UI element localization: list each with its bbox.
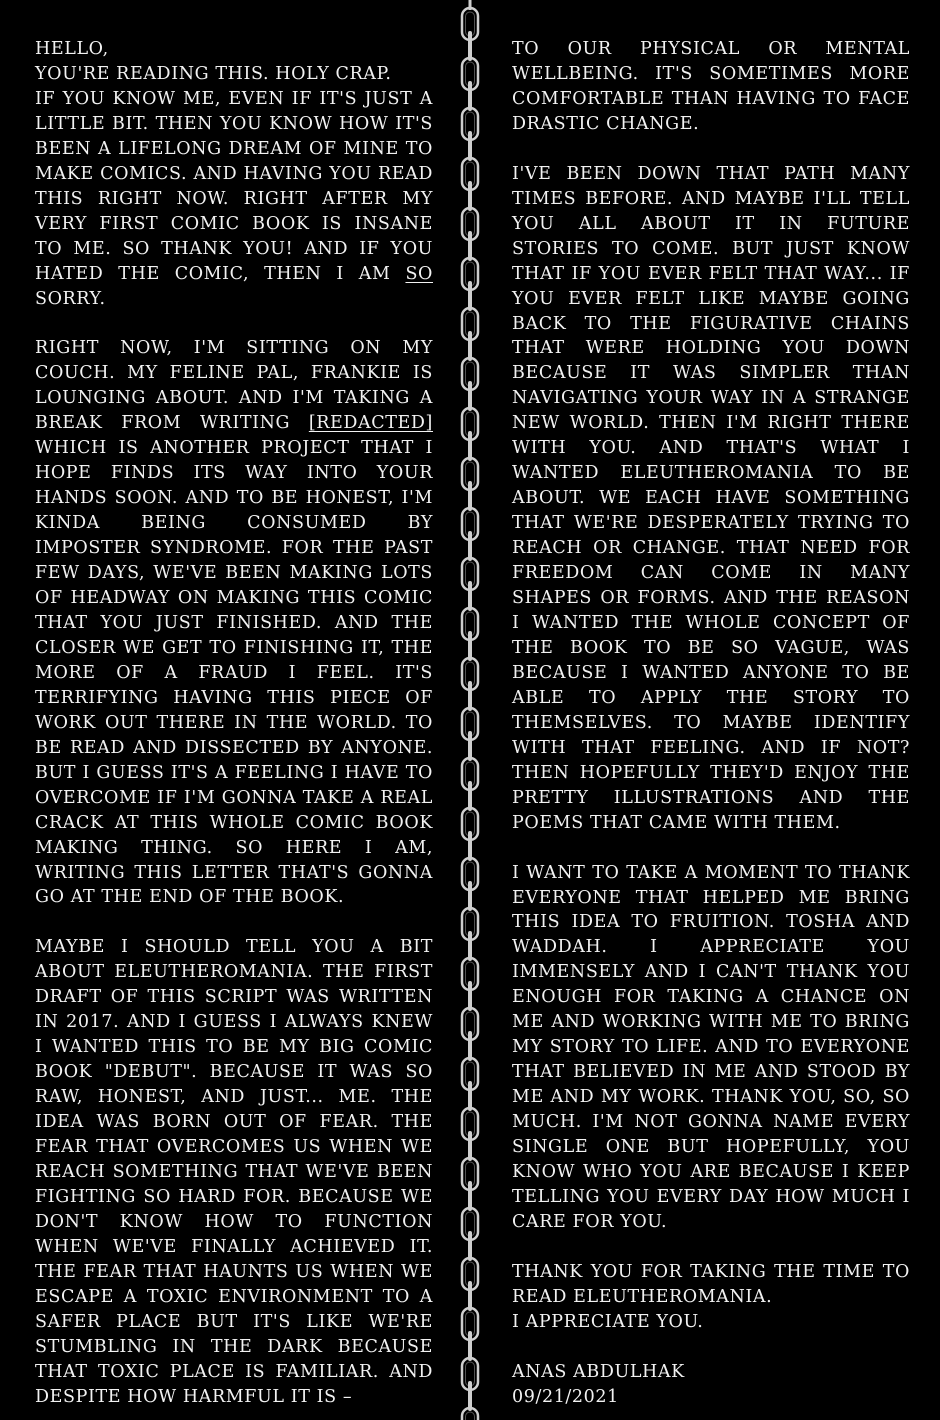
chain-link-side xyxy=(468,1231,472,1261)
paragraph-thanks: I WANT TO TAKE A MOMENT TO THANK EVERYONE THAT HELPED ME BRING THIS IDEA TO FRUITION. TOSHA AND WADDAH. I APPRECIATE YOU IMMENSELY AND I CAN'T THANK YOU ENOUGH FOR TAKING A CHANCE ON ME AND WORKING WITH ME TO BRING MY STORY TO LIFE. AND TO EVERYONE THAT BELIEVED IN ME AND STOOD BY ME AND MY WORK. THANK YOU, SO, SO MUCH. I'M NOT GONNA NAME EVERY SINGLE ONE BUT HOPEFULLY, YOU KNOW WHO YOU ARE BECAUSE I KEEP TELLING YOU EVERY DAY HOW MUCH I CARE FOR YOU. xyxy=(512,862,910,1232)
signature: ANAS ABDULHAK xyxy=(512,1361,685,1382)
chain-link-side xyxy=(468,1281,472,1311)
chain-link-inner xyxy=(466,1412,475,1420)
chain-link-side xyxy=(468,81,472,111)
chain-link-side xyxy=(468,481,472,511)
closing-appreciate: I APPRECIATE YOU. xyxy=(512,1311,704,1332)
chain-link-side xyxy=(468,581,472,611)
chain-link-side xyxy=(468,1331,472,1361)
chain-link-side xyxy=(468,131,472,161)
chain-link-side xyxy=(468,531,472,561)
redacted-project: [REDACTED] xyxy=(308,413,433,434)
paragraph-dream-text: IF YOU KNOW ME, EVEN IF IT'S JUST A LITTLE BIT. THEN YOU KNOW HOW IT'S BEEN A LIFELONG DREAM OF MINE TO MAKE COMICS. AND HAVING YOU READ THIS RIGHT NOW. RIGHT AFTER MY VERY FIRST COMIC BOOK IS INSANE TO ME. SO THANK YOU! AND IF YOU HATED THE COMIC, THEN I AM xyxy=(35,88,433,284)
date: 09/21/2021 xyxy=(512,1386,619,1407)
chain-link-side xyxy=(468,431,472,461)
chain-link-side xyxy=(468,831,472,861)
chain-link-side xyxy=(468,1081,472,1111)
chain-link-side xyxy=(468,1031,472,1061)
emphasis-so: SO xyxy=(405,263,433,284)
chain-link-side xyxy=(468,231,472,261)
chain-link-side xyxy=(468,281,472,311)
greeting: HELLO, xyxy=(35,39,109,59)
chain-link-side xyxy=(468,931,472,961)
chain-link-side xyxy=(468,781,472,811)
chain-link-side xyxy=(468,31,472,61)
chain-link-side xyxy=(468,181,472,211)
paragraph-path: I'VE BEEN DOWN THAT PATH MANY TIMES BEFORE. AND MAYBE I'LL TELL YOU ALL ABOUT IT IN FUTURE STORIES TO COME. BUT JUST KNOW THAT IF YOU EVER FELT THAT WAY... IF YOU EVER FELT LIKE MAYBE GOING BACK TO THE FIGURATIVE CHAINS THAT WERE HOLDING YOU DOWN BECAUSE IT WAS SIMPLER THAN NAVIGATING YOUR WAY IN A STRANGE NEW WORLD. THEN I'M RIGHT THERE WITH YOU. AND THAT'S WHAT I WANTED ELEUTHEROMANIA TO BE ABOUT. WE EACH HAVE SOMETHING THAT WE'RE DESPERATELY TRYING TO REACH OR CHANGE. THAT NEED FOR FREEDOM CAN COME IN MANY SHAPES OR FORMS. AND THE REASON I WANTED THE WHOLE CONCEPT OF THE BOOK TO BE SO VAGUE, WAS BECAUSE I WANTED ANYONE TO BE ABLE TO APPLY THE STORY TO THEMSELVES. TO MAYBE IDENTIFY WITH THAT FEELING. AND IF NOT? THEN HOPEFULLY THEY'D ENJOY THE PRETTY ILLUSTRATIONS AND THE POEMS THAT CAME WITH THEM. xyxy=(512,163,910,833)
paragraph-dream-end: SORRY. xyxy=(35,288,106,309)
paragraph-dream xyxy=(35,87,433,312)
chain-link-side xyxy=(468,381,472,411)
paragraph-couch-text: RIGHT NOW, I'M SITTING ON MY COUCH. MY FELINE PAL, FRANKIE IS LOUNGING ABOUT. AND I'M TAKING A BREAK FROM WRITING xyxy=(35,338,433,434)
left-column xyxy=(35,37,433,1410)
chain-link-side xyxy=(468,1131,472,1161)
opening-line: YOU'RE READING THIS. HOLY CRAP. xyxy=(35,63,392,84)
paragraph-eleutheromania: MAYBE I SHOULD TELL YOU A BIT ABOUT ELEUTHEROMANIA. THE FIRST DRAFT OF THIS SCRIPT WAS WRITTEN IN 2017. AND I GUESS I ALWAYS KNEW I WANTED THIS TO BE MY BIG COMIC BOOK "DEBUT". BECAUSE IT WAS SO RAW, HONEST, AND JUST... ME. THE IDEA WAS BORN OUT OF FEAR. THE FEAR THAT OVERCOMES US WHEN WE REACH SOMETHING THAT WE'VE BEEN FIGHTING SO HARD FOR. BECAUSE WE DON'T KNOW HOW TO FUNCTION WHEN WE'VE FINALLY ACHIEVED IT. THE FEAR THAT HAUNTS US WHEN WE ESCAPE A TOXIC ENVIRONMENT TO A SAFER PLACE BUT IT'S LIKE WE'RE STUMBLING IN THE DARK BECAUSE THAT TOXIC PLACE IS FAMILIAR. AND DESPITE HOW HARMFUL IT IS – xyxy=(35,937,433,1407)
paragraph-couch-rest: WHICH IS ANOTHER PROJECT THAT I HOPE FINDS ITS WAY INTO YOUR HANDS SOON. AND TO BE HONEST, I'M KINDA BEING CONSUMED BY IMPOSTER SYNDROME. FOR THE PAST FEW DAYS, WE'VE BEEN MAKING LOTS OF HEADWAY ON MAKING THIS COMIC THAT YOU JUST FINISHED. AND THE CLOSER WE GET TO FINISHING IT, THE MORE OF A FRAUD I FEEL. IT'S TERRIFYING HAVING THIS PIECE OF WORK OUT THERE IN THE WORLD. TO BE READ AND DISSECTED BY ANYONE. BUT I GUESS IT'S A FEELING I HAVE TO OVERCOME IF I'M GONNA TAKE A REAL CRACK AT THIS WHOLE COMIC BOOK MAKING THING. SO HERE I AM, WRITING THIS LETTER THAT'S GONNA GO AT THE END OF THE BOOK. xyxy=(35,438,433,908)
chain-link-side xyxy=(468,331,472,361)
chain-link-side xyxy=(468,881,472,911)
chain-link-side xyxy=(468,981,472,1011)
chain-link-side xyxy=(468,631,472,661)
chain-link-side xyxy=(468,731,472,761)
paragraph-couch xyxy=(35,336,433,910)
right-column xyxy=(512,37,910,1410)
chain-link-side xyxy=(468,1181,472,1211)
chain-link-side xyxy=(468,681,472,711)
chain-divider xyxy=(450,0,490,1420)
paragraph-wellbeing: TO OUR PHYSICAL OR MENTAL WELLBEING. IT'S SOMETIMES MORE COMFORTABLE THAN HAVING TO FACE DRASTIC CHANGE. xyxy=(512,39,910,134)
closing-thanks: THANK YOU FOR TAKING THE TIME TO READ ELEUTHEROMANIA. xyxy=(512,1261,910,1307)
chain-link-side xyxy=(468,1381,472,1411)
